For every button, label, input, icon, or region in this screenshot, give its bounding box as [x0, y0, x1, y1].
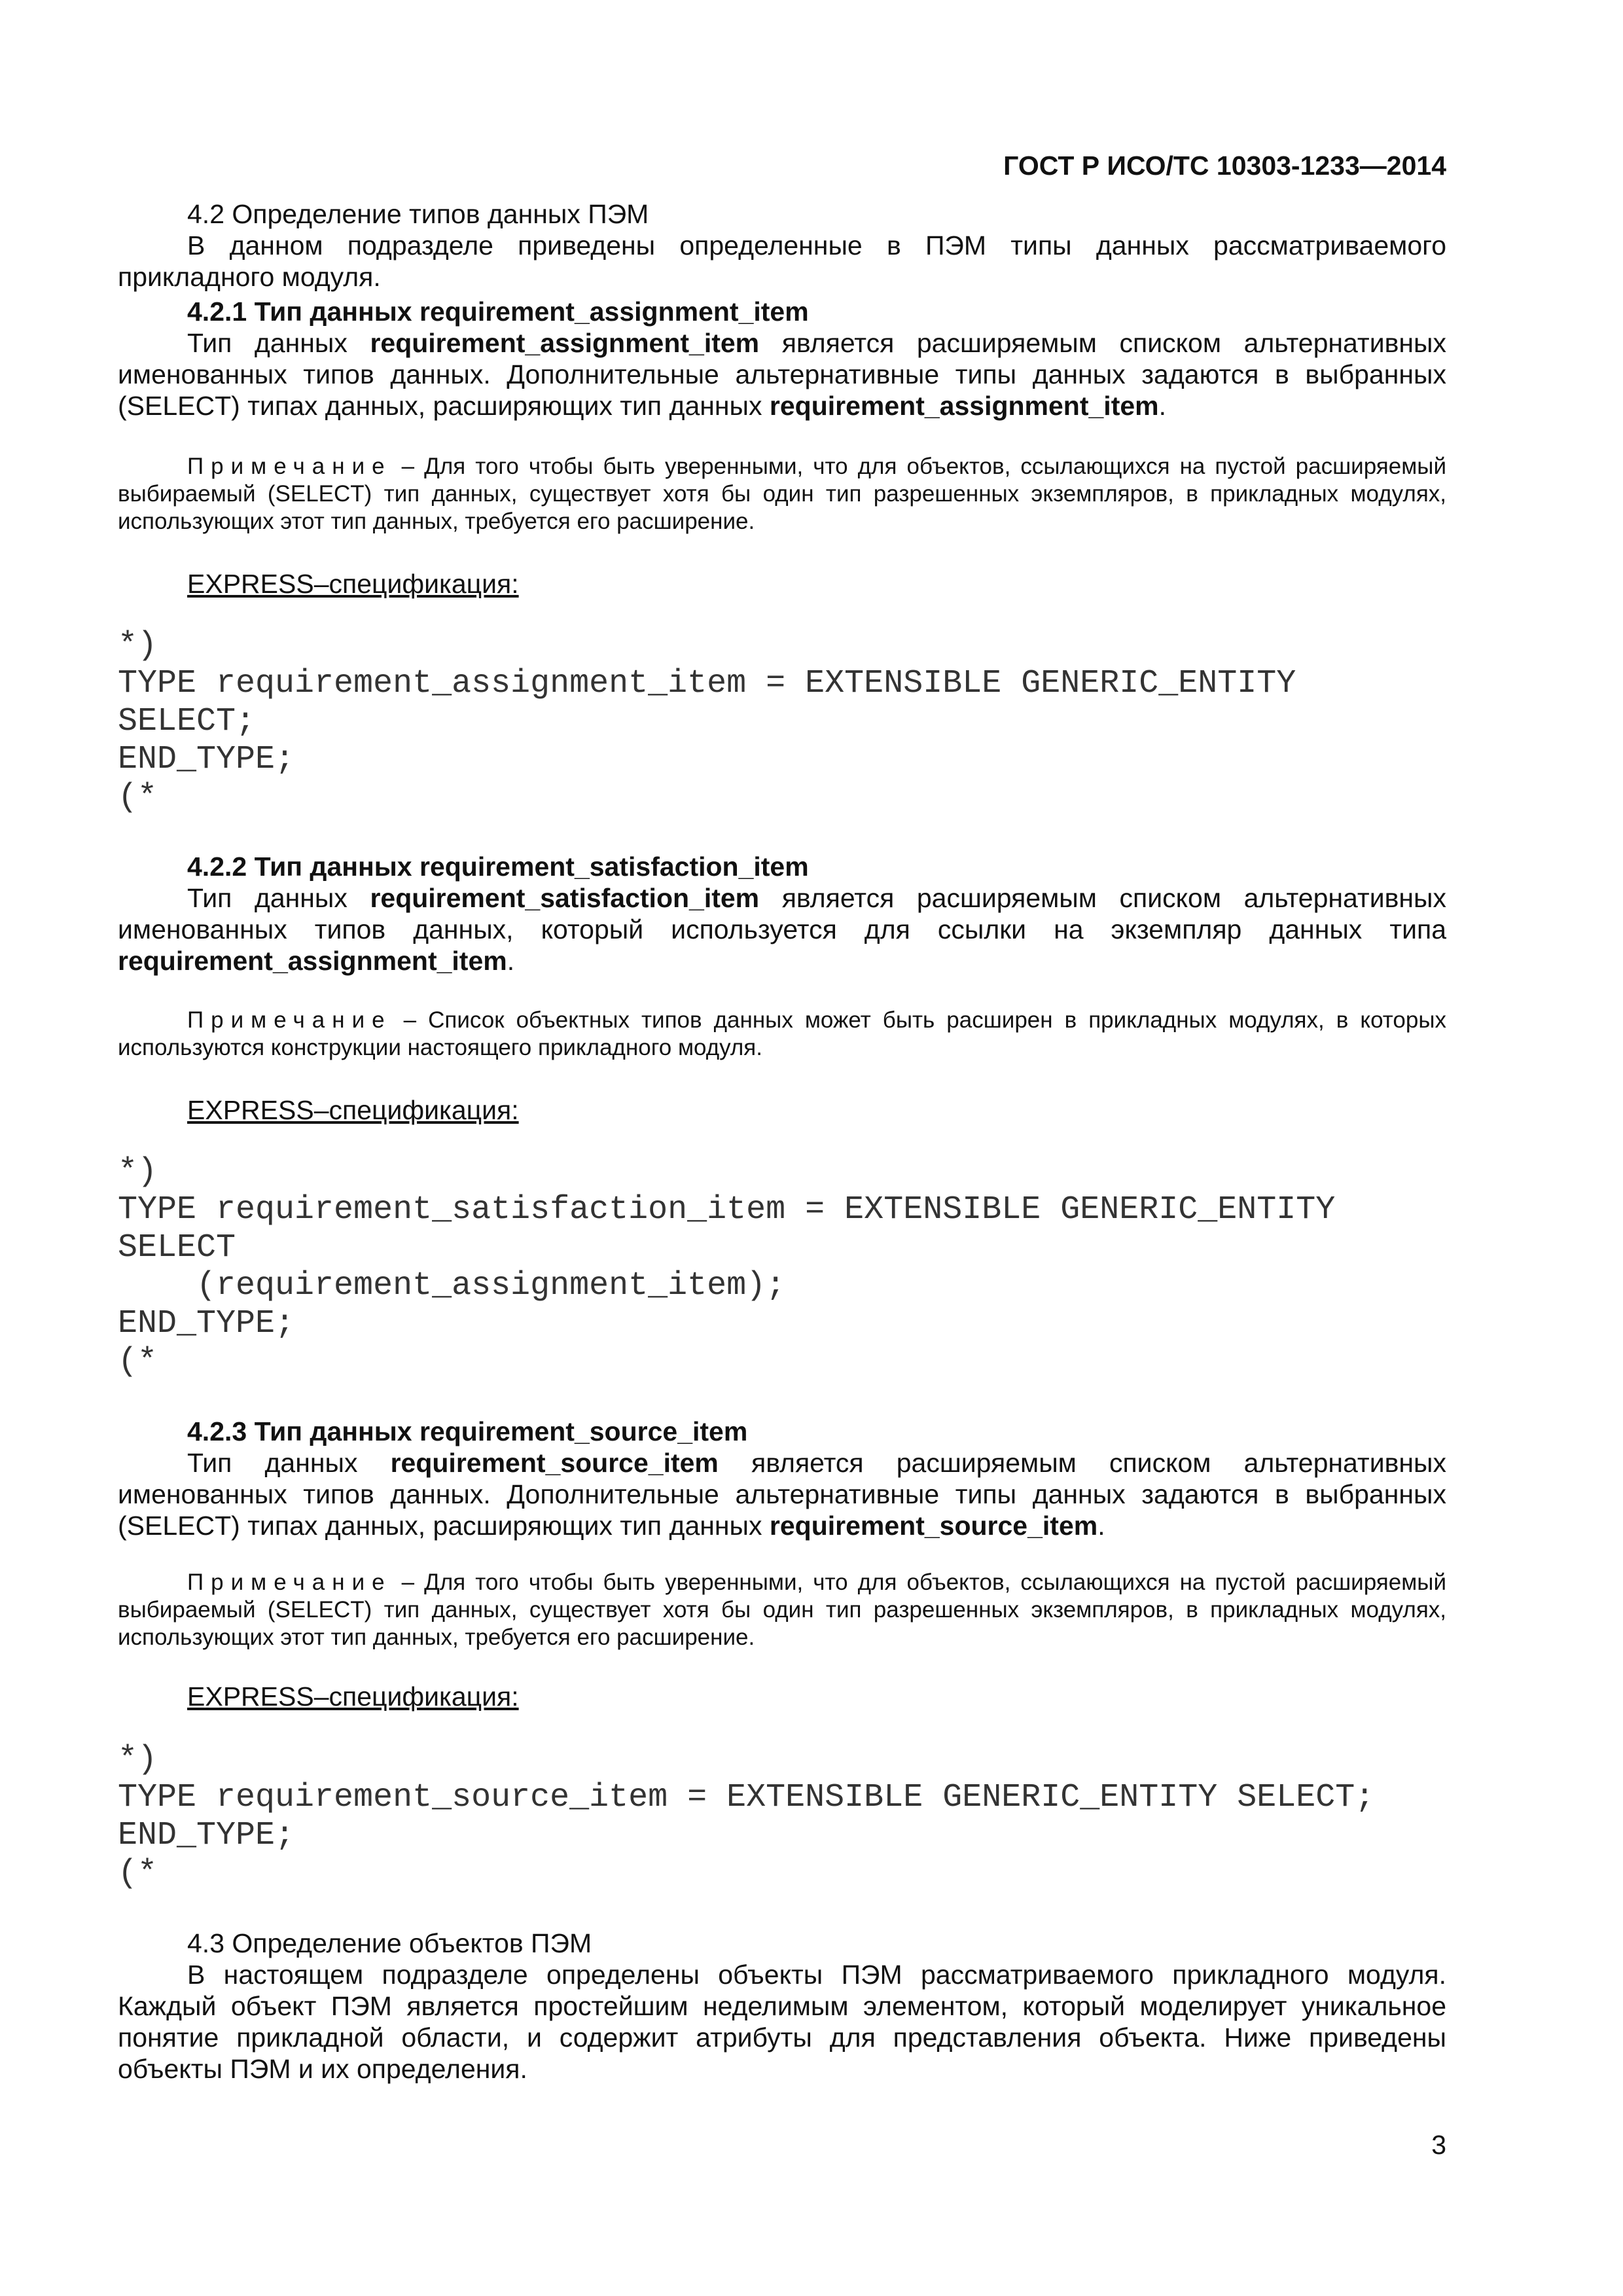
- section-text: В настоящем подразделе определены объекты ПЭМ рассматриваемого прикладного модуля. Каждый объект ПЭМ является простейшим неделимым элементом, который моделирует уникальное понятие прикладной области, и содержит атрибуты для представления объекта. Ниже приведены объекты ПЭМ и их определения.: [118, 1960, 1446, 2084]
- section-4-2: [118, 198, 1446, 293]
- page-number: 3: [1431, 2130, 1446, 2160]
- express-label-4-2-2: [118, 1094, 1446, 1126]
- note-4-2-3: [118, 1569, 1446, 1651]
- express-heading: EXPRESS–спецификация:: [187, 569, 519, 599]
- subsection-title: 4.2.3 Тип данных requirement_source_item: [187, 1416, 748, 1446]
- subsection-paragraph: Тип данных requirement_source_item является расширяемым списком альтернативных именованных типов данных. Дополнительные альтернативные типы данных задаются в выбранных (SELECT) типах данных, расширяющих тип данных requirement_source_item.: [118, 1448, 1447, 1541]
- subsection-title: 4.2.2 Тип данных requirement_satisfaction_item: [187, 852, 809, 882]
- note-label: Примечание: [187, 1007, 392, 1033]
- note-label: Примечание: [187, 454, 392, 479]
- note-text: – Для того чтобы быть уверенными, что для объектов, ссылающихся на пустой расширяемый выбираемый (SELECT) тип данных, существует хотя бы один тип разрешенных экземпляров, в прикладных модулях, использующих этот тип данных, требуется его расширение.: [118, 1570, 1446, 1650]
- section-intro: В данном подразделе приведены определенные в ПЭМ типы данных рассматриваемого прикладного модуля.: [118, 230, 1446, 292]
- subsection-title: 4.2.1 Тип данных requirement_assignment_item: [187, 296, 809, 327]
- document-header: ГОСТ Р ИСО/ТС 10303-1233—2014: [1003, 151, 1446, 181]
- code-block-4-2-1: [118, 627, 1446, 817]
- code-block-4-2-3: [118, 1741, 1446, 1893]
- note-4-2-2: [118, 1007, 1446, 1062]
- section-4-2-3: [118, 1416, 1446, 1541]
- express-code: *) TYPE requirement_satisfaction_item = EXTENSIBLE GENERIC_ENTITY SELECT (requirement_assignment_item); END_TYPE; (*: [118, 1153, 1336, 1380]
- express-code: *) TYPE requirement_source_item = EXTENSIBLE GENERIC_ENTITY SELECT; END_TYPE; (*: [118, 1741, 1375, 1892]
- section-title: 4.2 Определение типов данных ПЭМ: [187, 199, 649, 229]
- express-heading: EXPRESS–спецификация:: [187, 1095, 519, 1125]
- express-heading: EXPRESS–спецификация:: [187, 1681, 519, 1712]
- express-code: *) TYPE requirement_assignment_item = EXTENSIBLE GENERIC_ENTITY SELECT; END_TYPE; (*: [118, 627, 1296, 816]
- note-label: Примечание: [187, 1570, 392, 1595]
- express-label-4-2-1: [118, 568, 1446, 600]
- express-label-4-2-3: [118, 1681, 1446, 1712]
- note-4-2-1: [118, 453, 1446, 535]
- section-title: 4.3 Определение объектов ПЭМ: [187, 1928, 592, 1958]
- section-4-3: [118, 1928, 1446, 2085]
- document-page: [118, 0, 1446, 2296]
- section-4-2-1: [118, 296, 1446, 422]
- code-block-4-2-2: [118, 1153, 1446, 1381]
- note-text: – Для того чтобы быть уверенными, что для объектов, ссылающихся на пустой расширяемый выбираемый (SELECT) тип данных, существует хотя бы один тип разрешенных экземпляров, в прикладных модулях, использующих этот тип данных, требуется его расширение.: [118, 454, 1446, 534]
- section-4-2-2: [118, 851, 1446, 977]
- subsection-paragraph: Тип данных requirement_assignment_item является расширяемым списком альтернативных именованных типов данных. Дополнительные альтернативные типы данных задаются в выбранных (SELECT) типах данных, расширяющих тип данных requirement_assignment_item.: [118, 328, 1446, 421]
- note-text: – Список объектных типов данных может быть расширен в прикладных модулях, в которых используются конструкции настоящего прикладного модуля.: [118, 1007, 1446, 1060]
- subsection-paragraph: Тип данных requirement_satisfaction_item является расширяемым списком альтернативных именованных типов данных, который используется для ссылки на экземпляр данных типа requirement_assignment_item.: [118, 883, 1446, 976]
